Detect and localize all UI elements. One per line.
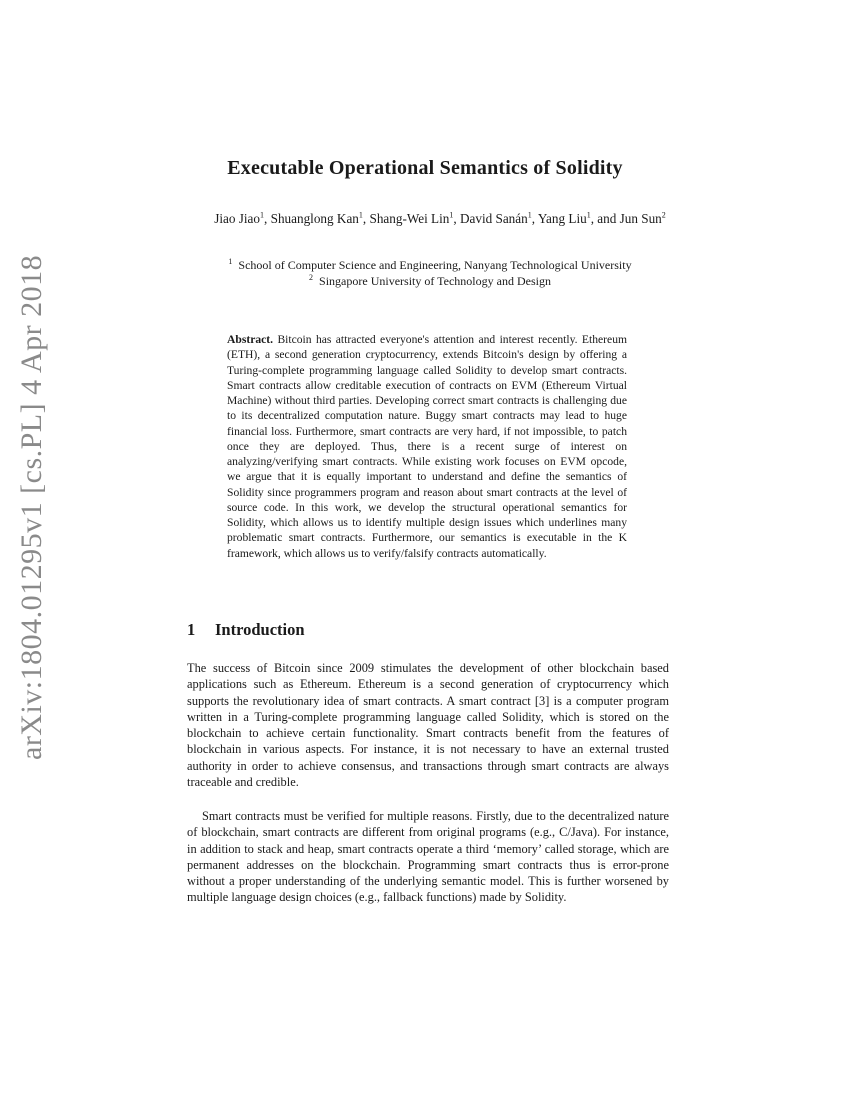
author: Yang Liu$^1$, and [537, 210, 620, 226]
arxiv-identifier: arXiv:1804.01295v1 [cs.PL] 4 Apr 2018 [15, 254, 48, 760]
section-title: Introduction [215, 620, 305, 639]
author: Jiao Jiao$^1$, [214, 210, 271, 226]
affiliation: $^1$ School of Computer Science and Engineering, Nanyang Technological University [228, 257, 632, 272]
author: Shang-Wei Lin$^1$, [369, 210, 460, 226]
abstract-text: Bitcoin has attracted everyone's attention and interest recently. Ethereum (ETH), a second generation cryptocurrency, extends Bitcoin's design by offering a Turing-complete programming language called Solidity to develop smart contracts. Smart contracts allow creditable execution of contracts on EVM (Ethereum Virtual Machine) without third parties. Developing correct smart contracts is challenging due to its decentralized computation nature. Buggy smart contracts may lead to huge financial loss. Furthermore, smart contracts are very hard, if not impossible, to patch once they are deployed. Thus, there is a recent surge of interest on analyzing/verifying smart contracts. While existing work focuses on EVM opcode, we argue that it is equally important to understand and define the semantics of Solidity since programmers program and reason about smart contracts at the level of source code. In this work, we develop the structural operational semantics for Solidity, which allows us to identify multiple design issues which underlines many problematic smart contracts. Furthermore, our semantics is executable in the K framework, which allows us to verify/falsify contracts automatically. [227, 333, 628, 560]
author-list [210, 210, 670, 228]
section-heading [187, 620, 305, 640]
body-paragraph: Smart contracts must be verified for multiple reasons. Firstly, due to the decentralized nature of blockchain, smart contracts are different from original programs (e.g., C/Java). For instance, in addition to stack and heap, smart contracts operate a third ‘memory’ called storage, which are permanent addresses on the blockchain. Programming smart contracts thus is error-prone without a proper understanding of the underlying semantic model. This is further worsened by multiple language design choices (e.g., fallback functions) made by Solidity. [187, 809, 669, 905]
abstract [227, 332, 627, 561]
author: David Sanán$^1$, [459, 210, 538, 226]
section-number: 1 [187, 620, 196, 639]
paper-title: Executable Operational Semantics of Solidity [227, 157, 623, 179]
author: Shuanglong Kan$^1$, [270, 210, 370, 226]
body-paragraph: The success of Bitcoin since 2009 stimulates the development of other blockchain based applications such as Ethereum. Ethereum is a second generation of cryptocurrency which supports the revolutionary idea of smart contracts. A smart contract [3] is a computer program written in a Turing-complete programming language called Solidity, which is stored on the blockchain to achieve certain functionality. Smart contracts benefit from the features of blockchain in various aspects. For instance, it is not necessary to have an external trusted authority in order to achieve consensus, and transactions through smart contracts are always traceable and credible. [187, 661, 669, 790]
abstract-label: Abstract. [227, 333, 274, 346]
author: Jun Sun$^2$ [619, 210, 666, 226]
affiliation: $^2$ Singapore University of Technology and Design [309, 273, 551, 288]
